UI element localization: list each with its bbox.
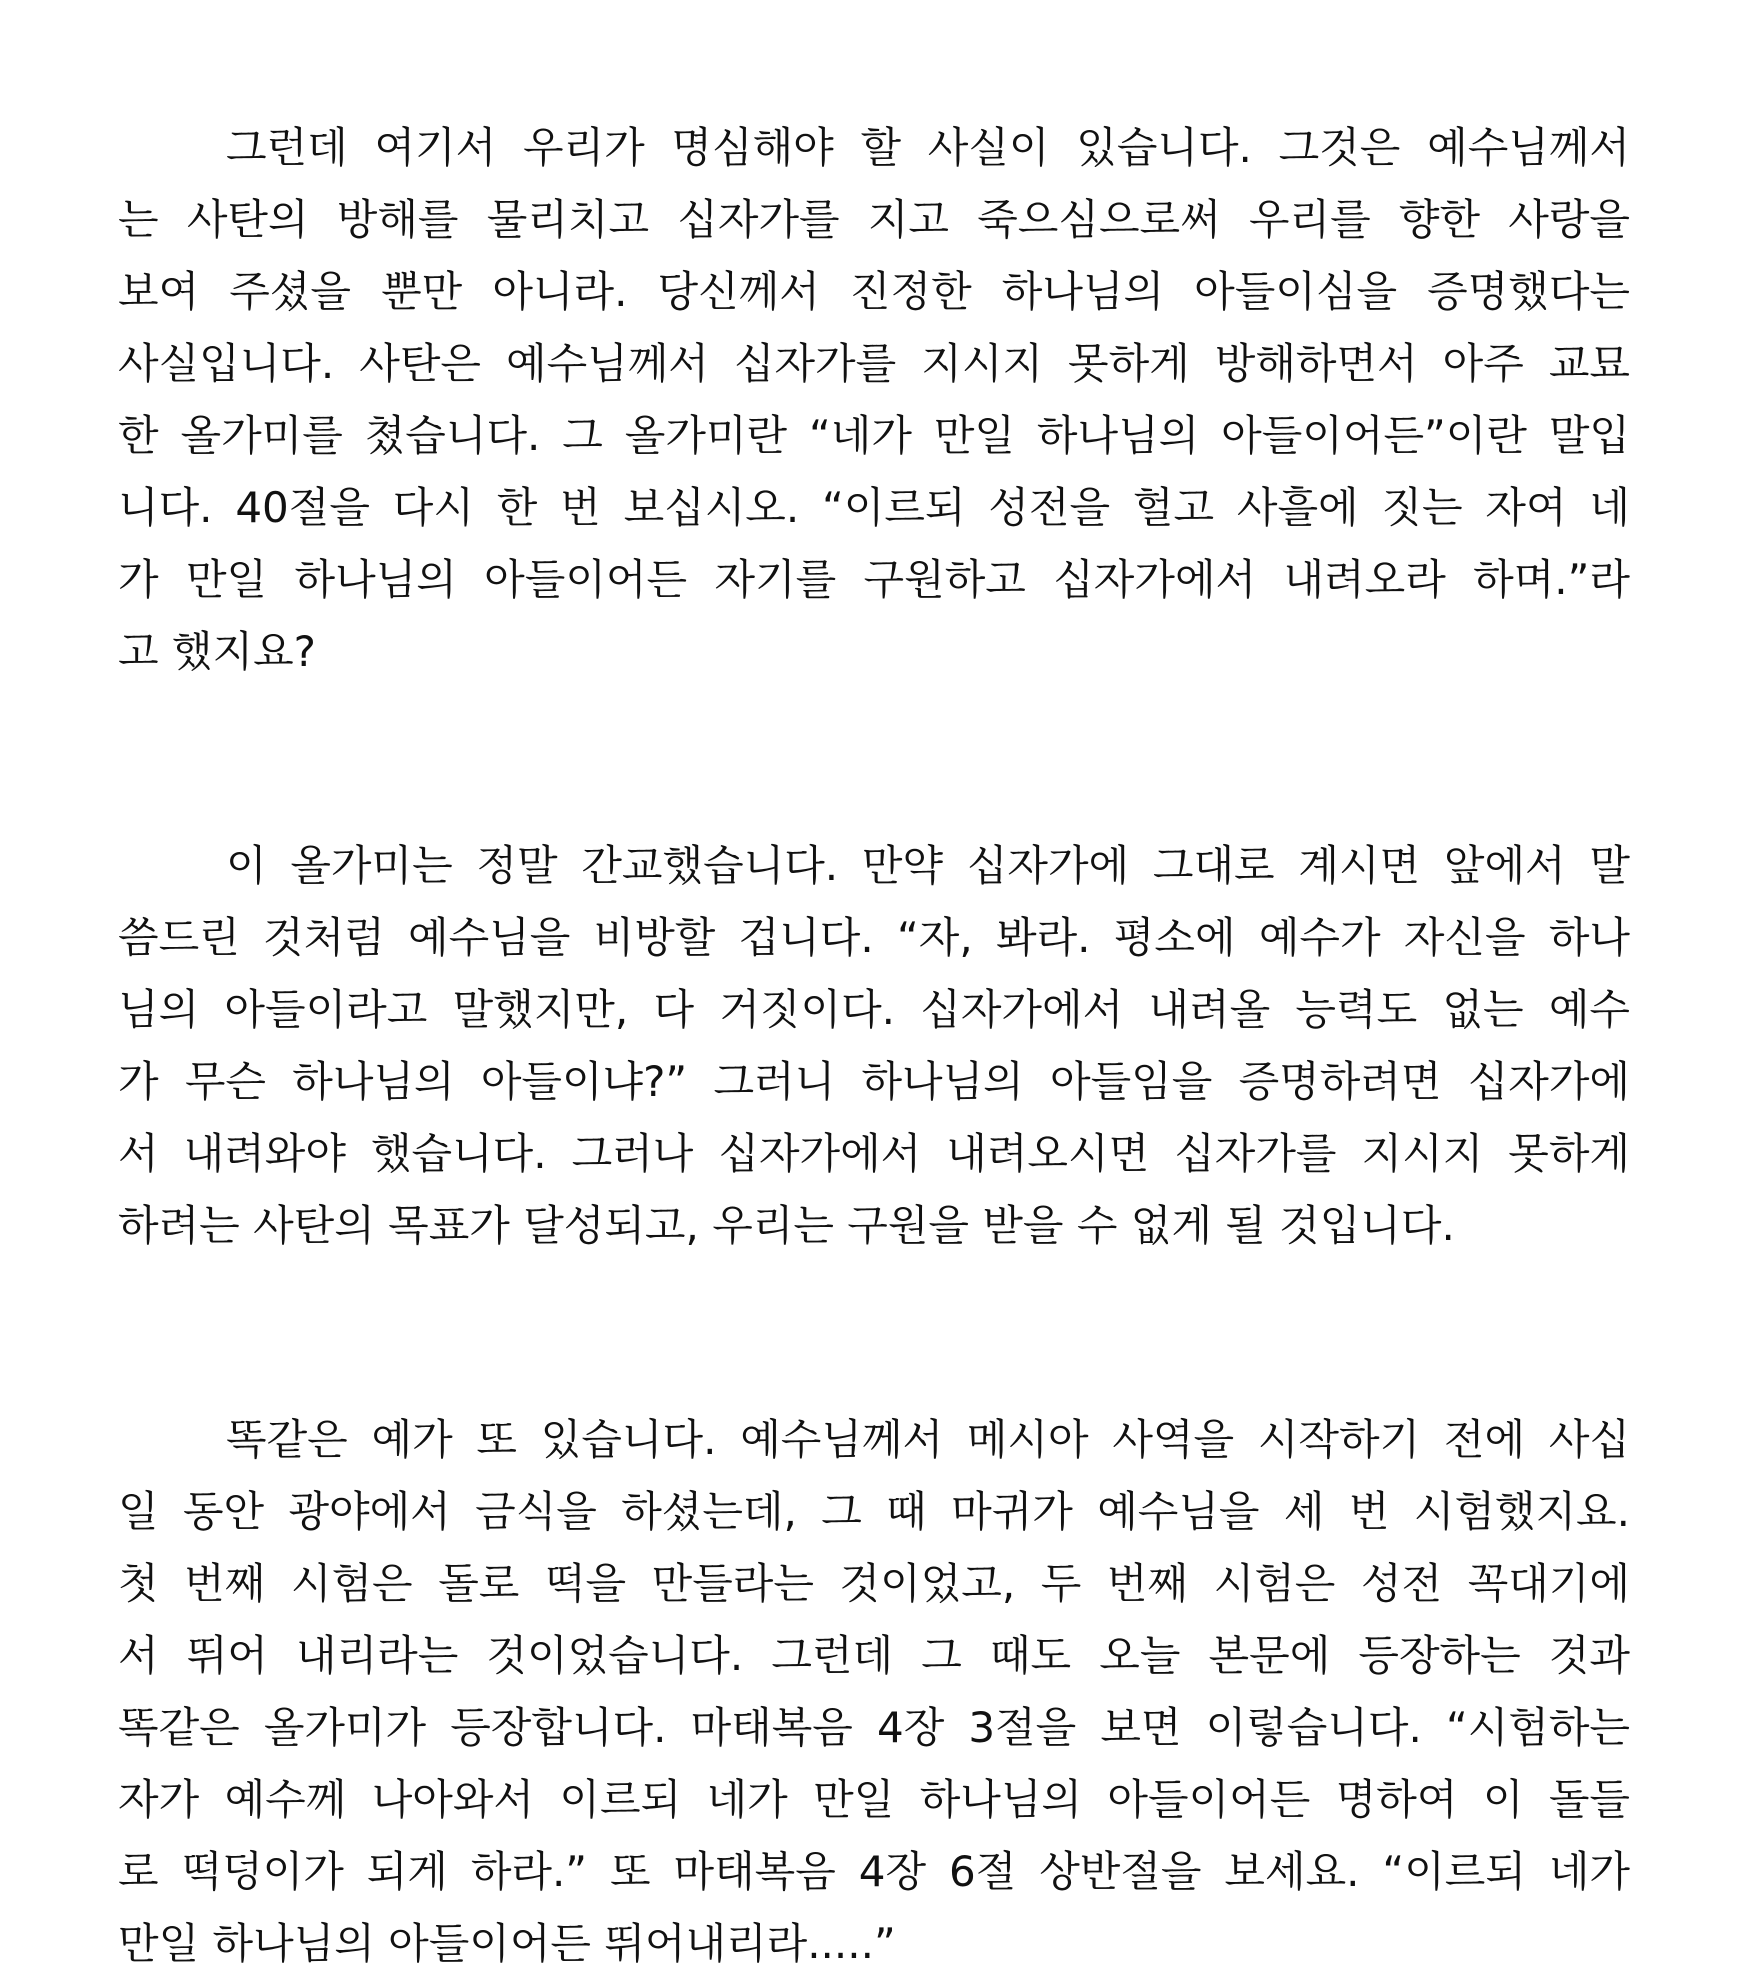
text-line: 하려는 사탄의 목표가 달성되고, 우리는 구원을 받을 수 없게 될 것입니다. <box>118 1201 1455 1250</box>
text-line: 첫 번째 시험은 돌로 떡을 만들라는 것이었고, 두 번째 시험은 성전 꼭대기에 <box>118 1559 1630 1608</box>
document-page <box>118 112 1630 1980</box>
paragraph-2 <box>118 830 1630 1262</box>
text-line: 자가 예수께 나아와서 이르되 네가 만일 하나님의 아들이어든 명하여 이 돌들 <box>118 1775 1630 1824</box>
text-line: 그런데 여기서 우리가 명심해야 할 사실이 있습니다. 그것은 예수님께서 <box>226 123 1630 172</box>
text-line: 니다. 40절을 다시 한 번 보십시오. “이르되 성전을 헐고 사흘에 짓는 자여 네 <box>118 483 1630 532</box>
text-line: 서 내려와야 했습니다. 그러나 십자가에서 내려오시면 십자가를 지시지 못하게 <box>118 1129 1630 1178</box>
paragraph-1 <box>118 112 1630 688</box>
paragraph-spacer <box>118 1262 1630 1404</box>
text-line: 이 올가미는 정말 간교했습니다. 만약 십자가에 그대로 계시면 앞에서 말 <box>226 841 1630 890</box>
text-line: 만일 하나님의 아들이어든 뛰어내리라.....” <box>118 1919 896 1968</box>
text-line: 가 무슨 하나님의 아들이냐?” 그러니 하나님의 아들임을 증명하려면 십자가에 <box>118 1057 1630 1106</box>
text-line: 씀드린 것처럼 예수님을 비방할 겁니다. “자, 봐라. 평소에 예수가 자신을 하나 <box>118 913 1630 962</box>
text-line: 똑같은 예가 또 있습니다. 예수님께서 메시아 사역을 시작하기 전에 사십 <box>226 1415 1630 1464</box>
text-line: 보여 주셨을 뿐만 아니라. 당신께서 진정한 하나님의 아들이심을 증명했다는 <box>118 267 1630 316</box>
text-line: 고 했지요? <box>118 627 316 676</box>
text-line: 일 동안 광야에서 금식을 하셨는데, 그 때 마귀가 예수님을 세 번 시험했지요. <box>118 1487 1630 1536</box>
text-line: 한 올가미를 쳤습니다. 그 올가미란 “네가 만일 하나님의 아들이어든”이란 말입 <box>118 411 1630 460</box>
text-line: 님의 아들이라고 말했지만, 다 거짓이다. 십자가에서 내려올 능력도 없는 예수 <box>118 985 1630 1034</box>
paragraph-3 <box>118 1404 1630 1980</box>
text-line: 서 뛰어 내리라는 것이었습니다. 그런데 그 때도 오늘 본문에 등장하는 것과 <box>118 1631 1630 1680</box>
text-line: 가 만일 하나님의 아들이어든 자기를 구원하고 십자가에서 내려오라 하며.”라 <box>118 555 1630 604</box>
text-line: 사실입니다. 사탄은 예수님께서 십자가를 지시지 못하게 방해하면서 아주 교묘 <box>118 339 1630 388</box>
text-line: 똑같은 올가미가 등장합니다. 마태복음 4장 3절을 보면 이렇습니다. “시험하는 <box>118 1703 1630 1752</box>
text-line: 로 떡덩이가 되게 하라.” 또 마태복음 4장 6절 상반절을 보세요. “이르되 네가 <box>118 1847 1630 1896</box>
paragraph-spacer <box>118 688 1630 830</box>
text-line: 는 사탄의 방해를 물리치고 십자가를 지고 죽으심으로써 우리를 향한 사랑을 <box>118 195 1630 244</box>
